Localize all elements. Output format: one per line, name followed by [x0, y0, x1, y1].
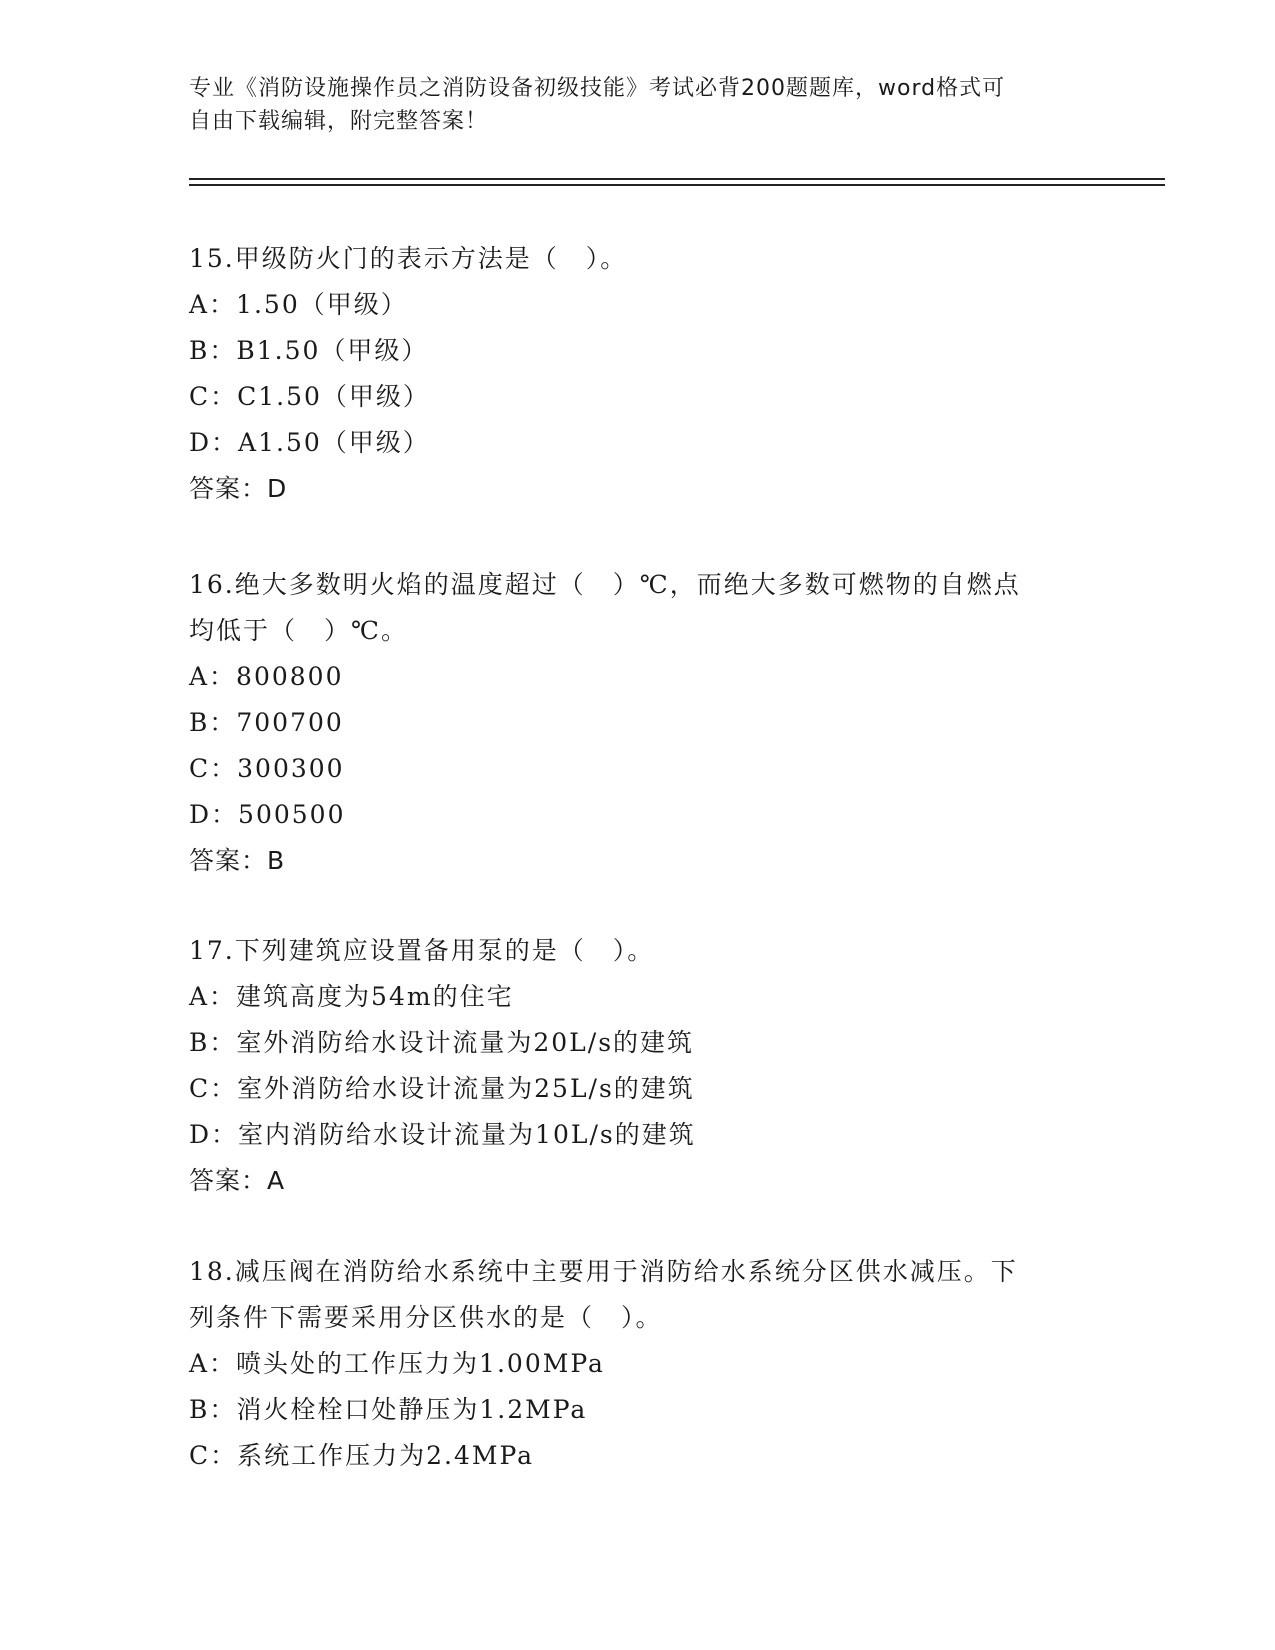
option-c: C：系统工作压力为2.4MPa: [189, 1441, 535, 1470]
header-divider-bottom: [189, 184, 1165, 186]
option-b: B：700700: [189, 708, 344, 737]
question-stem: [189, 1249, 1089, 1341]
question-stem: [189, 236, 1089, 282]
header-divider-top: [189, 178, 1165, 180]
question-16: [189, 562, 1089, 884]
question-stem-line: 17.下列建筑应设置备用泵的是（ ）。: [189, 936, 655, 965]
question-stem: [189, 562, 1089, 654]
option-c: C：300300: [189, 754, 345, 783]
answer-label: 答案：A: [189, 1166, 286, 1195]
question-17: [189, 928, 1089, 1204]
option-d: D：A1.50（甲级）: [189, 428, 430, 457]
option-b: B：B1.50（甲级）: [189, 336, 429, 365]
document-header: [189, 72, 1089, 138]
option-b: B：室外消防给水设计流量为20L/s的建筑: [189, 1028, 695, 1057]
option-a: A：喷头处的工作压力为1.00MPa: [189, 1349, 605, 1378]
question-stem-line: 列条件下需要采用分区供水的是（ ）。: [189, 1303, 663, 1332]
question-stem: [189, 928, 1089, 974]
option-a: A：1.50（甲级）: [189, 290, 408, 319]
option-d: D：500500: [189, 800, 346, 829]
option-c: C：室外消防给水设计流量为25L/s的建筑: [189, 1074, 695, 1103]
header-line-1: 专业《消防设施操作员之消防设备初级技能》考试必背200题题库，word格式可: [189, 76, 1006, 101]
option-a: A：800800: [189, 662, 344, 691]
question-15: [189, 236, 1089, 512]
option-d: D：室内消防给水设计流量为10L/s的建筑: [189, 1120, 696, 1149]
question-18: [189, 1249, 1089, 1479]
option-c: C：C1.50（甲级）: [189, 382, 430, 411]
option-a: A：建筑高度为54m的住宅: [189, 982, 514, 1011]
header-line-2: 自由下载编辑，附完整答案！: [189, 109, 489, 134]
question-stem-line: 18.减压阀在消防给水系统中主要用于消防给水系统分区供水减压。下: [189, 1257, 1018, 1286]
option-b: B：消火栓栓口处静压为1.2MPa: [189, 1395, 588, 1424]
answer-label: 答案：D: [189, 474, 288, 503]
question-stem-line: 15.甲级防火门的表示方法是（ ）。: [189, 244, 628, 273]
question-stem-line: 均低于（ ）℃。: [189, 616, 408, 645]
question-stem-line: 16.绝大多数明火焰的温度超过（ ）℃，而绝大多数可燃物的自燃点: [189, 570, 1021, 599]
answer-label: 答案：B: [189, 846, 286, 875]
